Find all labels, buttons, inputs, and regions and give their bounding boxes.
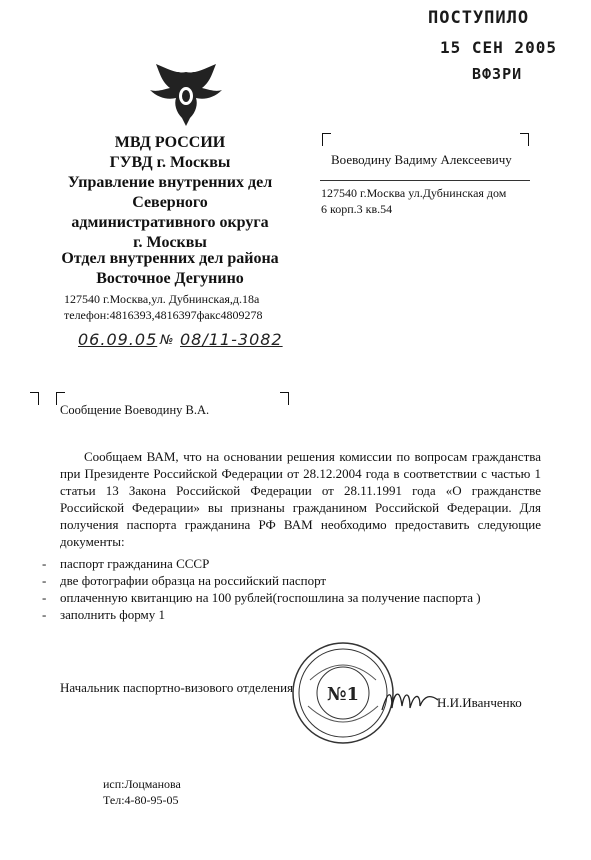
district-department	[40, 249, 300, 289]
executor-phone: Тел:4-80-95-05	[103, 793, 179, 807]
registration-number: 08/11-3082	[180, 330, 283, 349]
admin-line: Северного	[132, 194, 208, 211]
list-item	[42, 589, 541, 606]
ministry-name: МВД РОССИИ	[114, 134, 226, 151]
received-stamp-label: ПОСТУПИЛО	[428, 8, 530, 28]
signer-title: Начальник паспортно-визового отделения	[60, 680, 294, 695]
subject-corner-mark	[280, 392, 289, 405]
otdel-line: Восточное Дегунино	[96, 270, 244, 287]
received-stamp-date: 15 СЕН 2005	[440, 38, 557, 57]
addressee-name: Воеводину Вадиму Алексеевичу	[331, 152, 512, 167]
list-marker: -	[42, 573, 47, 588]
admin-line: г. Москвы	[133, 234, 207, 251]
required-documents-list	[42, 555, 541, 623]
signer-name: Н.И.Иванченко	[437, 695, 522, 710]
addressee-address-line: 127540 г.Москва ул.Дубнинская дом	[321, 186, 507, 200]
list-item-text: заполнить форму 1	[60, 607, 165, 622]
seal-number: №1	[326, 684, 360, 705]
number-sign: №	[160, 333, 175, 348]
double-headed-eagle-emblem-icon	[148, 60, 224, 130]
received-stamp-dept: ВФЗРИ	[472, 65, 523, 83]
letter-subject: Сообщение Воеводину В.А.	[60, 403, 210, 417]
list-marker: -	[42, 590, 47, 605]
list-item-text: две фотографии образца на российский паспорт	[60, 573, 327, 588]
list-item-text: оплаченную квитанцию на 100 рублей(госпошлина за получение паспорта )	[60, 590, 481, 605]
list-item	[42, 572, 541, 589]
admin-line: административного округа	[71, 214, 269, 231]
body-paragraph: Сообщаем ВАМ, что на основании решения комиссии по вопросам гражданства при Президенте Российской Федерации от 28.12.2004 года в соответствии с частью 1 статьи 13 Закона Российской Федерации от 28.11.1991 года «О гражданстве Российской Федерации» вы признаны гражданином Российской Федерации. Для получения паспорта гражданина РФ ВАМ необходимо предоставить следующие документы:	[60, 449, 541, 549]
list-item-text: паспорт гражданина СССР	[60, 556, 210, 571]
admin-line: Управление внутренних дел	[67, 174, 273, 191]
executor-name: исп:Лоцманова	[103, 777, 181, 791]
addressee-corner-mark	[322, 133, 331, 146]
list-item	[42, 606, 541, 623]
list-item	[42, 555, 541, 572]
list-marker: -	[42, 556, 47, 571]
addressee-corner-mark	[520, 133, 529, 146]
registration-date: 06.09.05	[78, 330, 158, 349]
subject-corner-mark	[30, 392, 39, 405]
handwritten-signature-icon	[380, 680, 440, 720]
admin-department	[40, 173, 300, 253]
otdel-line: Отдел внутренних дел района	[61, 250, 279, 267]
addressee-divider	[320, 180, 530, 181]
sender-phone: телефон:4816393,4816397факс4809278	[64, 308, 263, 322]
letter-body	[60, 448, 541, 550]
addressee-address-line: 6 корп.3 кв.54	[321, 202, 393, 216]
guvd-name: ГУВД г. Москвы	[109, 154, 231, 171]
list-marker: -	[42, 607, 47, 622]
sender-address: 127540 г.Москва,ул. Дубнинская,д.18а	[64, 292, 260, 306]
